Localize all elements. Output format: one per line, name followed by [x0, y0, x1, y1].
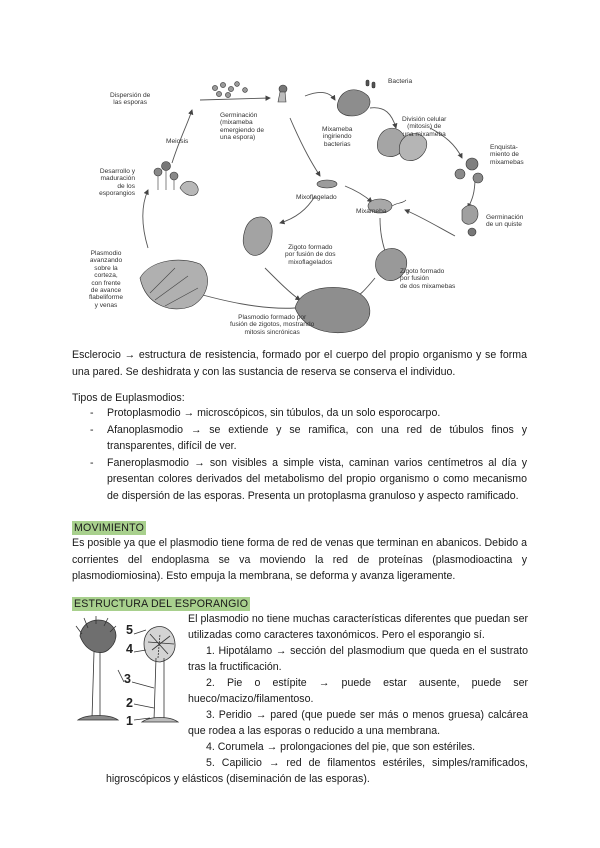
esporangio-item-1: 1. Hipotálamo → sección del plasmodium que queda en el sustrato tras la fructificación.	[188, 645, 528, 674]
arrow-spores-to-germination	[200, 98, 270, 100]
life-cycle-diagram	[80, 78, 530, 340]
tipos-title: Tipos de Euplasmodios:	[72, 392, 185, 404]
sporangium-figure	[70, 614, 185, 732]
label-desarrollo: Desarrollo y maduración de los esporangios	[99, 168, 135, 198]
arrow-encyst-to-germ	[468, 178, 475, 208]
figure-number-1: 1	[126, 714, 133, 728]
movimiento-paragraph: Es posible ya que el plasmodio tiene forma de red de venas que terminan en abanicos. Debido a corrientes del endoplasma se va moviendo la red de proteínas (plasmodioactina y plasmodiomiosina). Esto empuja la membrana, se deforma y avanza ligeramente.	[72, 537, 527, 582]
esporangio-heading: ESTRUCTURA DEL ESPORANGIO	[74, 598, 249, 610]
esporangio-item-3: 3. Peridio → pared (que puede ser más o menos gruesa) calcárea que rodea a las esporas o reducido a una membrana.	[188, 709, 528, 738]
movimiento-heading: MOVIMIENTO	[74, 522, 145, 534]
esporangio-item-5: 5. Capilicio → red de filamentos estériles, simples/ramificados, higroscópicos y elásticos (diseminación de las esporas).	[106, 757, 528, 786]
esporangio-item-4: 4. Corumela → prolongaciones del pie, que son estériles.	[206, 741, 476, 753]
figure-number-5: 5	[126, 623, 133, 637]
label-germinacion: Germinación (mixameba emergiendo de una espora)	[220, 112, 264, 142]
label-mixameba-ingiriendo: Mixameba ingiriendo bacterias	[322, 126, 353, 148]
list-item: - Protoplasmodio → microscópicos, sin túbulos, da un solo esporocarpo.	[90, 405, 527, 422]
label-meiosis: Meiosis	[166, 138, 189, 145]
label-dispersion: Dispersión de las esporas	[110, 92, 151, 107]
figure-number-2: 2	[126, 696, 133, 710]
arrow-germination-to-myxameba	[305, 93, 335, 100]
label-plasmodio-avanzando: Plasmodio avanzando sobre la corteza, con frente de avance flabeliforme y venas	[88, 250, 124, 309]
arrow-myxameba-to-division	[370, 108, 396, 128]
label-zigoto-flagelados: Zigoto formado por fusión de dos mixoflagelados	[285, 244, 336, 266]
esclerocio-paragraph: Esclerocio → estructura de resistencia, formado por el cuerpo del propio organismo y se forma una pared. Se deshidrata y con las sustancia de reserva se conserva el individuo.	[72, 349, 527, 378]
figure-number-3: 3	[124, 672, 131, 686]
label-mixoflagelado: Mixoflagelado	[296, 194, 337, 201]
arrow-development-to-spores	[172, 110, 192, 163]
label-bacteria: Bacteria	[388, 78, 413, 85]
label-mixameba: Mixameba	[356, 208, 387, 215]
label-plasmodio-formado: Plasmodio formado por fusión de zigotos, mostrando mitosis sincrónicas	[230, 314, 315, 336]
arrow-myxameba-flagellate	[345, 186, 372, 202]
figure-number-4: 4	[126, 642, 133, 656]
label-germinacion-quiste: Germinación de un quiste	[486, 214, 524, 229]
tipos-list	[90, 405, 527, 504]
list-item: - Afanoplasmodio → se extiende y se ramifica, con una red de túbulos finos y transparentes, difícil de ver.	[90, 422, 527, 455]
list-item: - Faneroplasmodio → son visibles a simple vista, caminan varios centímetros al día y presentan colores derivados del metabolismo del propio organismo o como mecanismo de dispersión de las esporas. Presenta un protoplasma granuloso y aspecto ramificado.	[90, 455, 527, 505]
esporangio-intro: El plasmodio no tiene muchas características diferentes que puedan ser utilizadas como caracteres taxonómicos. Pero el esporangio sí.	[188, 613, 528, 642]
label-division-celular: División celular (mitosis) de una mixameba	[402, 116, 447, 138]
label-enquistamiento: Enquista- miento de mixamebas	[490, 144, 524, 166]
esporangio-item-2: 2. Pie o estípite → puede estar ausente, puede ser hueco/macizo/filamentoso.	[188, 677, 528, 706]
life-cycle-drawing	[80, 78, 530, 340]
arrow-plasmodium-to-plasmodium-adv	[192, 292, 295, 308]
label-zigoto-mixamebas: Zigoto formado por fusión de dos mixamebas	[400, 268, 456, 290]
arrow-plasmodium-adv-to-development	[143, 190, 148, 248]
arrow-zygote-flag-to-plasmodium	[265, 268, 300, 300]
arrow-germ-to-myxameba	[405, 210, 455, 236]
arrow-germ-to-flagellate	[290, 118, 320, 176]
